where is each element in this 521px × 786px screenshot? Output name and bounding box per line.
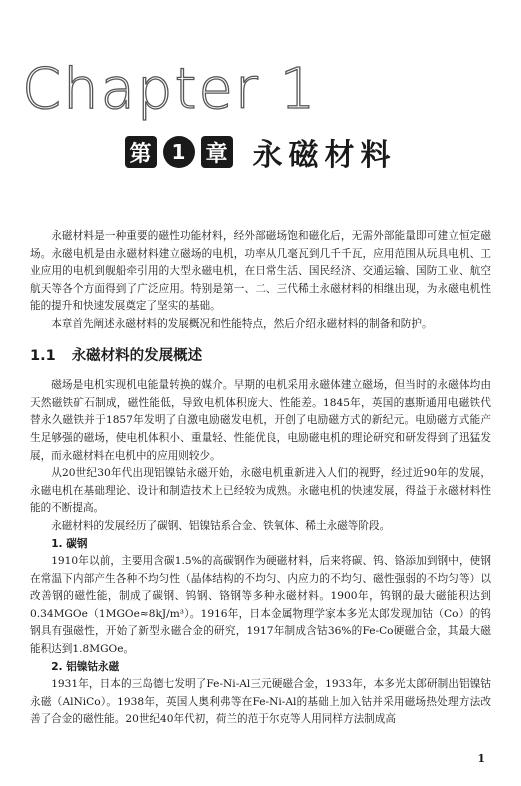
subsection-paragraph-alnico: 1931年，日本的三岛德七发明了Fe-Ni-Al三元硬磁合金，1933年，本多光太郎研制出铝镍钴永磁（AlNiCo）。1938年，英国人奥利弗等在Fe-Ni-Al的基础上加入钴并采用磁场热处理方法改善了合金的磁性能。20世纪40年代初，荷兰的范于尔克等人用同样方法制成高	[30, 678, 491, 726]
section-paragraph-2: 从20世纪30年代出现铝镍钴永磁开始，永磁电机重新进入人们的视野，经过近90年的发展，永磁电机在基础理论、设计和制造技术上已经较为成熟。永磁电机的快速发展，得益于永磁材料性能的不断提高。	[30, 467, 491, 515]
subsection-heading-carbon-steel: 1. 碳钢	[51, 537, 88, 550]
chapter-number-heading: Chapter 1	[22, 57, 318, 122]
chapter-title: 永磁材料	[252, 138, 397, 173]
subsection-paragraph-carbon-steel: 1910年以前，主要用含碳1.5%的高碳钢作为硬磁材料，后来将碳、钨、铬添加到钢中，使钢在常温下内部产生各种不均匀性（晶体结构的不均匀、内应力的不均匀、磁性强弱的不均匀等）以改善钢的磁性能，制成了碳钢、钨钢、铬钢等多种永磁材料。1900年，钨钢的最大磁能积达到0.34MGOe（1MGOe≈8kJ/m³）。1916年，日本金属物理学家本多光太郎发现加钴（Co）的钨钢具有强磁性，开始了新型永磁合金的研究，1917年制成含钴36%的Fe-Co硬磁合金，其最大磁能积达到1.8MGOe。	[30, 555, 491, 656]
chapter-prefix-badge: 第	[125, 136, 157, 168]
intro-paragraph-2: 本章首先阐述永磁材料的发展概况和性能特点，然后介绍永磁材料的制备和防护。	[51, 317, 433, 330]
section-heading	[30, 348, 491, 366]
section-paragraph-3: 永磁材料的发展经历了碳钢、铝镍钴系合金、铁氧体、稀土永磁等阶段。	[51, 519, 391, 532]
section-number: 1.1	[30, 347, 56, 364]
chapter-number-badge: 1	[163, 136, 195, 168]
section-paragraph-1: 磁场是电机实现机电能量转换的媒介。早期的电机采用永磁体建立磁场，但当时的永磁体均由天然磁铁矿石制成，磁性能低，导致电机体积庞大、性能差。1845年，英国的惠斯通用电磁铁代替永久磁铁并于1857年发明了自激电励磁发电机，开创了电励磁方式的新纪元。电励磁方式能产生足够强的磁场，使电机体积小、重量轻、性能优良，电励磁电机的理论研究和研发得到了迅猛发展，而永磁材料在电机中的应用则较少。	[30, 379, 491, 462]
section-title: 永磁材料的发展概述	[71, 347, 203, 364]
intro-paragraph-1: 永磁材料是一种重要的磁性功能材料，经外部磁场饱和磁化后，无需外部能量即可建立恒定磁场。永磁电机是由永磁材料建立磁场的电机，功率从几毫瓦到几千千瓦，应用范围从玩具电机、工业应用的电机到舰船牵引用的大型永磁电机，在日常生活、国民经济、交通运输、国防工业、航空航天等各个方面得到了广泛应用。特别是第一、二、三代稀土永磁材料的相继出现，为永磁电机性能的提升和快速发展奠定了坚实的基础。	[30, 230, 491, 313]
page-body	[30, 228, 491, 729]
page-number: 1	[477, 752, 485, 765]
chapter-title-row	[0, 130, 521, 174]
subsection-heading-alnico: 2. 铝镍钴永磁	[51, 660, 120, 673]
chapter-suffix-badge: 章	[201, 136, 233, 168]
